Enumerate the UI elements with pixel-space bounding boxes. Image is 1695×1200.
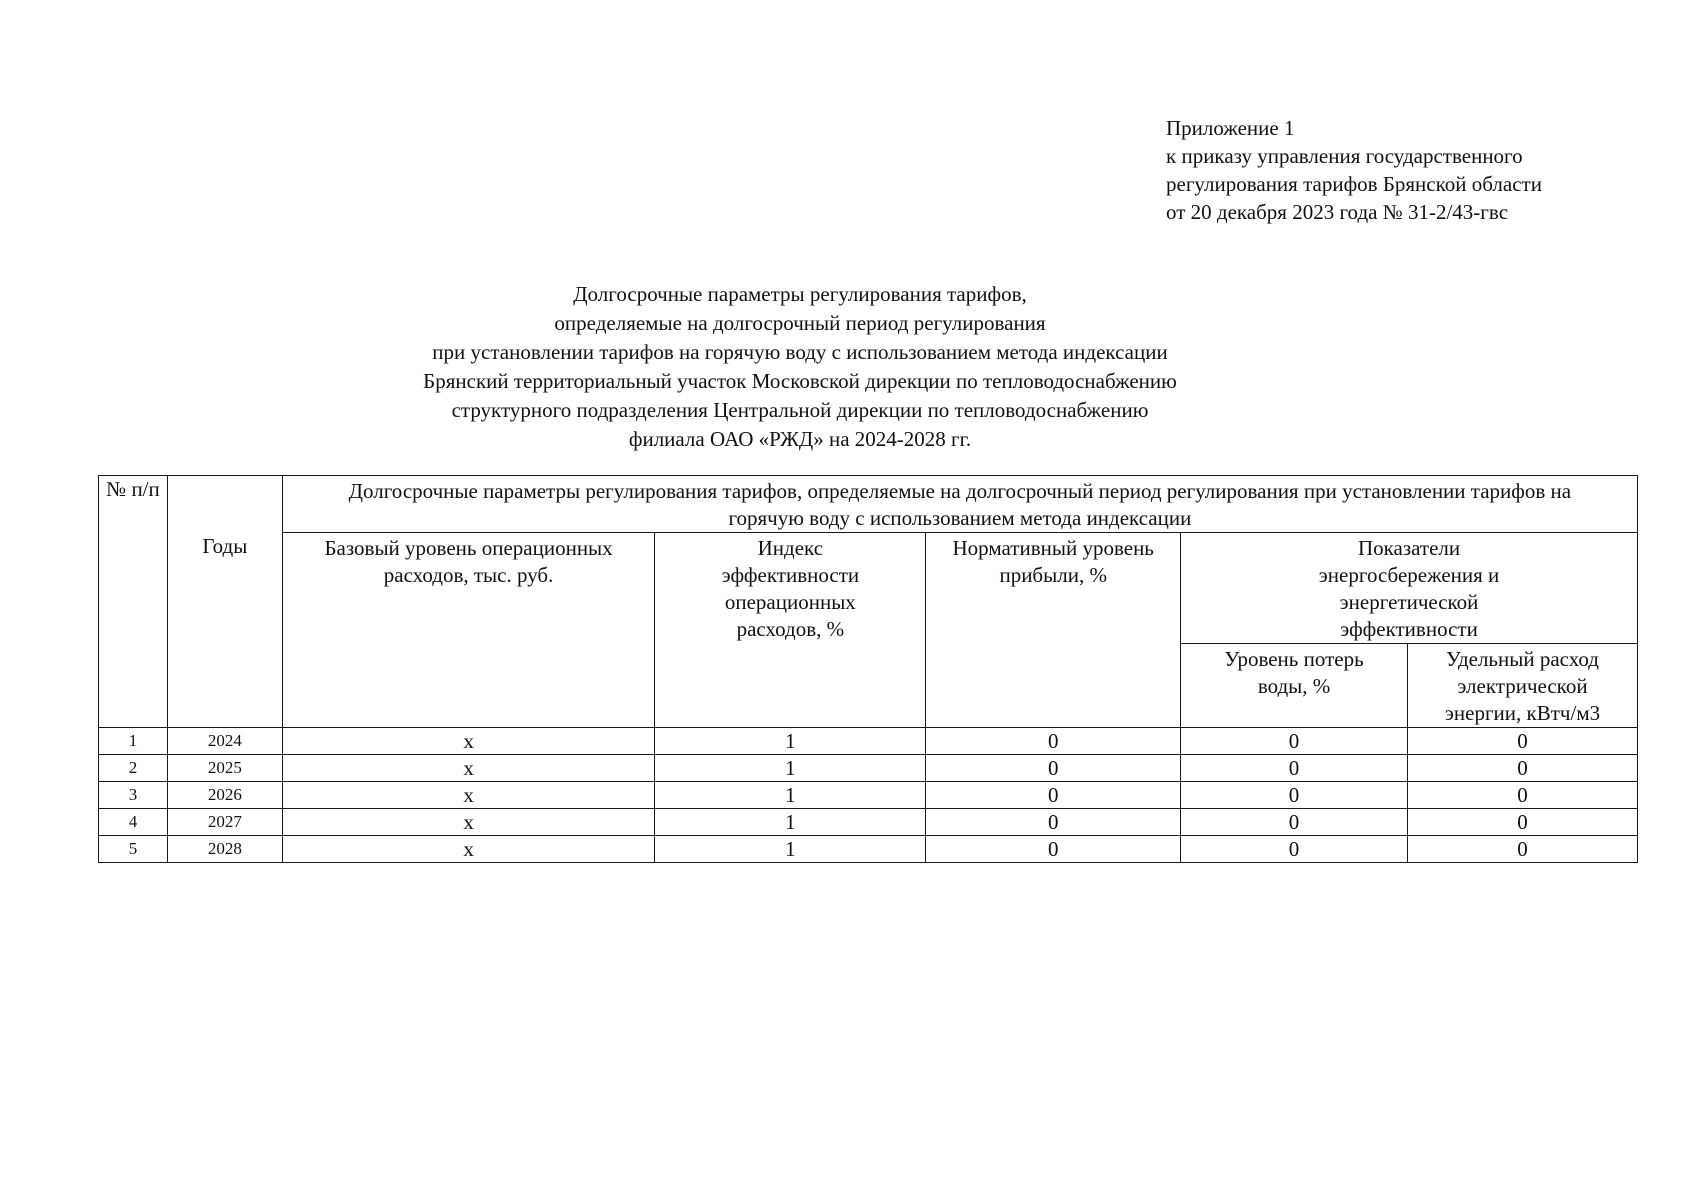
row-base-level: х <box>282 782 655 809</box>
row-year: 2026 <box>167 782 282 809</box>
header-num: № п/п <box>99 476 168 728</box>
row-water-loss: 0 <box>1181 809 1408 836</box>
row-water-loss: 0 <box>1181 728 1408 755</box>
row-num: 2 <box>99 755 168 782</box>
row-electricity: 0 <box>1408 809 1638 836</box>
title-line: при установлении тарифов на горячую воду с использованием метода индексации <box>432 340 1168 364</box>
title-line: определяемые на долгосрочный период регулирования <box>554 311 1046 335</box>
header-row <box>99 476 1638 533</box>
header-group: Долгосрочные параметры регулирования тарифов, определяемые на долгосрочный период регулирования при установлении тарифов на горячую воду с использованием метода индексации <box>282 476 1637 533</box>
table-row <box>99 728 1638 755</box>
row-year: 2027 <box>167 809 282 836</box>
row-year: 2028 <box>167 836 282 863</box>
header-energy-group: Показатели энергосбережения и энергетической эффективности <box>1181 533 1638 644</box>
row-num: 3 <box>99 782 168 809</box>
row-base-level: х <box>282 755 655 782</box>
appendix-line: от 20 декабря 2023 года № 31-2/43-гвс <box>1166 200 1509 224</box>
row-efficiency-index: 1 <box>655 809 926 836</box>
row-efficiency-index: 1 <box>655 728 926 755</box>
row-num: 5 <box>99 836 168 863</box>
header-base-level: Базовый уровень операционных расходов, тыс. руб. <box>282 533 655 728</box>
title-line: Брянский территориальный участок Московской дирекции по тепловодоснабжению <box>423 369 1177 393</box>
row-electricity: 0 <box>1408 782 1638 809</box>
header-water-loss: Уровень потерь воды, % <box>1181 644 1408 728</box>
row-profit-level: 0 <box>926 755 1181 782</box>
row-year: 2025 <box>167 755 282 782</box>
table-row <box>99 755 1638 782</box>
header-profit-level: Нормативный уровень прибыли, % <box>926 533 1181 728</box>
row-efficiency-index: 1 <box>655 782 926 809</box>
row-num: 1 <box>99 728 168 755</box>
table-row <box>99 836 1638 863</box>
row-water-loss: 0 <box>1181 836 1408 863</box>
row-water-loss: 0 <box>1181 782 1408 809</box>
title-line: филиала ОАО «РЖД» на 2024-2028 гг. <box>628 427 972 451</box>
appendix-line: к приказу управления государственного <box>1166 144 1523 168</box>
row-profit-level: 0 <box>926 809 1181 836</box>
row-year: 2024 <box>167 728 282 755</box>
row-efficiency-index: 1 <box>655 755 926 782</box>
row-electricity: 0 <box>1408 755 1638 782</box>
row-water-loss: 0 <box>1181 755 1408 782</box>
title-line: Долгосрочные параметры регулирования тарифов, <box>573 282 1027 306</box>
appendix-block <box>1166 114 1542 226</box>
table-row <box>99 809 1638 836</box>
header-years: Годы <box>167 476 282 728</box>
row-base-level: х <box>282 728 655 755</box>
row-profit-level: 0 <box>926 836 1181 863</box>
row-base-level: х <box>282 836 655 863</box>
row-num: 4 <box>99 809 168 836</box>
header-row <box>99 533 1638 644</box>
title-line: структурного подразделения Центральной дирекции по тепловодоснабжению <box>451 398 1149 422</box>
row-efficiency-index: 1 <box>655 836 926 863</box>
document-title <box>300 280 1300 454</box>
header-efficiency-index: Индекс эффективности операционных расходов, % <box>655 533 926 728</box>
row-profit-level: 0 <box>926 782 1181 809</box>
appendix-line: Приложение 1 <box>1166 116 1295 140</box>
table-row <box>99 782 1638 809</box>
parameters-table <box>98 475 1638 863</box>
row-base-level: х <box>282 809 655 836</box>
appendix-line: регулирования тарифов Брянской области <box>1166 172 1542 196</box>
row-electricity: 0 <box>1408 728 1638 755</box>
row-electricity: 0 <box>1408 836 1638 863</box>
row-profit-level: 0 <box>926 728 1181 755</box>
header-electricity: Удельный расход электрической энергии, кВтч/м3 <box>1408 644 1638 728</box>
